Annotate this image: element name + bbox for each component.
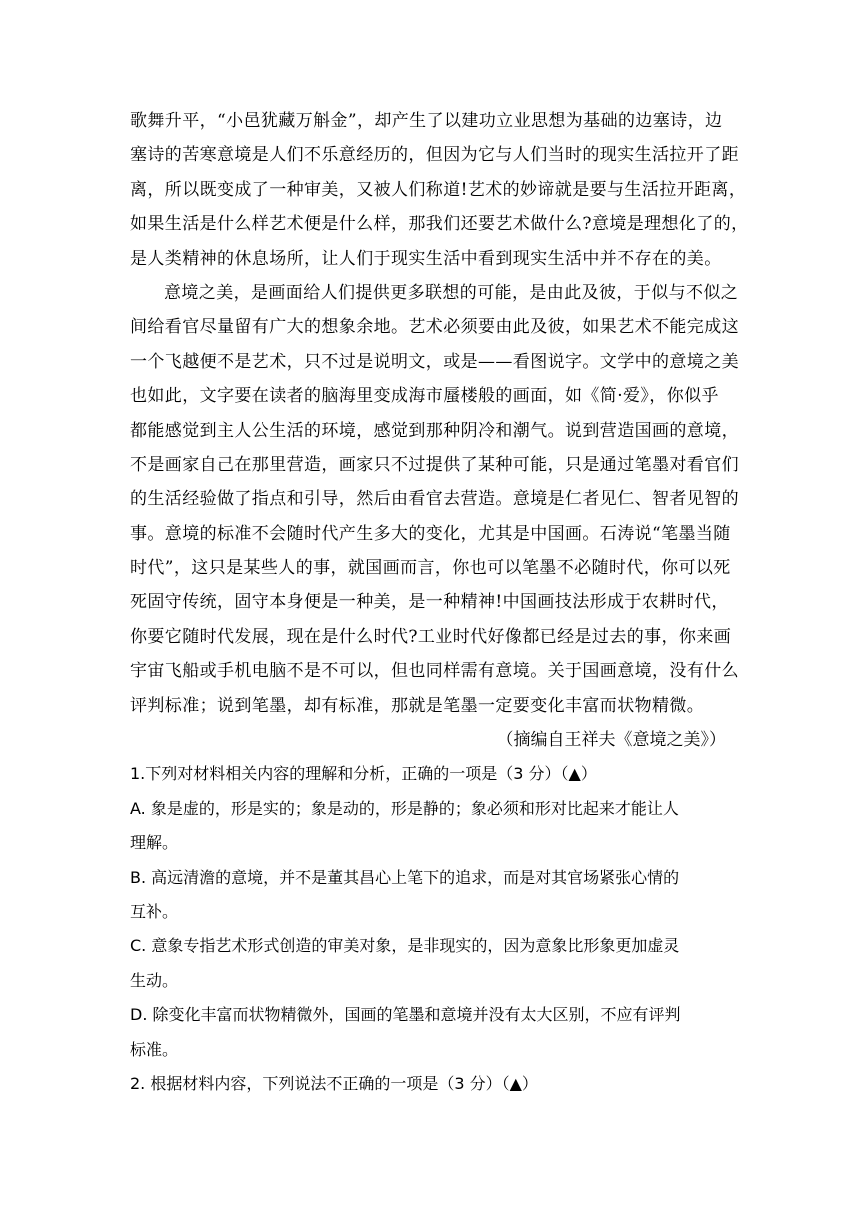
option-text: C. 意象专指艺术形式创造的审美对象，是非现实的，因为意象比形象更加虚灵	[130, 936, 680, 956]
text-line: 你要它随时代发展，现在是什么时代?工业时代好像都已经是过去的事，你来画	[130, 626, 732, 647]
option-c	[130, 929, 730, 998]
option-text: B. 高远清澹的意境，并不是董其昌心上笔下的追求，而是对其官场紧张心情的	[130, 867, 680, 887]
option-a	[130, 792, 730, 861]
paragraph-1	[130, 104, 749, 276]
source-attribution: （摘编自王祥夫《意境之美》）	[496, 730, 726, 751]
question-2	[130, 1067, 730, 1101]
question-stem: 1.下列对材料相关内容的理解和分析，正确的一项是（3 分）（▲）	[130, 764, 597, 784]
text-line: 死固守传统，固守本身便是一种美，是一种精神!中国画技法形成于农耕时代，	[130, 592, 729, 613]
question-1	[130, 757, 730, 1067]
document-page	[130, 104, 749, 1101]
text-line: 塞诗的苦寒意境是人们不乐意经历的，但因为它与人们当时的现实生活拉开了距	[130, 145, 739, 166]
option-d	[130, 998, 730, 1067]
option-text: A. 象是虚的，形是实的；象是动的，形是静的；象必须和形对比起来才能让人	[130, 798, 679, 818]
option-text-continued: 理解。	[130, 833, 179, 853]
text-line: 都能感觉到主人公生活的环境，感觉到那种阴冷和潮气。说到营造国画的意境，	[130, 420, 739, 441]
text-line: 时代”，这只是某些人的事，就国画而言，你也可以笔墨不必随时代，你可以死	[130, 558, 731, 579]
paragraph-2	[130, 276, 739, 723]
text-line: 宇宙飞船或手机电脑不是不可以，但也同样需有意境。关于国画意境，没有什么	[130, 661, 739, 682]
text-line: 如果生活是什么样艺术便是什么样，那我们还要艺术做什么?意境是理想化了的，	[130, 214, 749, 235]
text-line: 也如此，文字要在读者的脑海里变成海市蜃楼般的画面，如《简·爱》，你似乎	[130, 386, 719, 407]
option-text-continued: 互补。	[130, 901, 179, 921]
text-line: 是人类精神的休息场所，让人们于现实生活中看到现实生活中并不存在的美。	[130, 248, 722, 269]
text-line: 的生活经验做了指点和引导，然后由看官去营造。意境是仁者见仁、智者见智的	[130, 489, 739, 510]
text-line: 一个飞越便不是艺术，只不过是说明文，或是——看图说字。文学中的意境之美	[130, 351, 739, 372]
text-line: 离，所以既变成了一种审美，又被人们称道!艺术的妙谛就是要与生活拉开距离，	[130, 179, 747, 200]
text-line: 事。意境的标准不会随时代产生多大的变化，尤其是中国画。石涛说“笔墨当随	[130, 523, 731, 544]
option-b	[130, 861, 730, 930]
text-line: 间给看官尽量留有广大的想象余地。艺术必须要由此及彼，如果艺术不能完成这	[130, 317, 739, 338]
text-line: 意境之美，是画面给人们提供更多联想的可能，是由此及彼，于似与不似之	[164, 282, 739, 303]
text-line: 评判标准；说到笔墨，却有标准，那就是笔墨一定要变化丰富而状物精微。	[130, 695, 705, 716]
question-stem: 2. 根据材料内容，下列说法不正确的一项是（3 分）（▲）	[130, 1073, 538, 1093]
text-line: 不是画家自己在那里营造，画家只不过提供了某种可能，只是通过笔墨对看官们	[130, 454, 739, 475]
option-text-continued: 标准。	[130, 1039, 179, 1059]
option-text-continued: 生动。	[130, 970, 179, 990]
text-line: 歌舞升平，“小邑犹藏万斛金”，却产生了以建功立业思想为基础的边塞诗，边	[130, 111, 723, 131]
option-text: D. 除变化丰富而状物精微外，国画的笔墨和意境并没有太大区别，不应有评判	[130, 1005, 681, 1025]
